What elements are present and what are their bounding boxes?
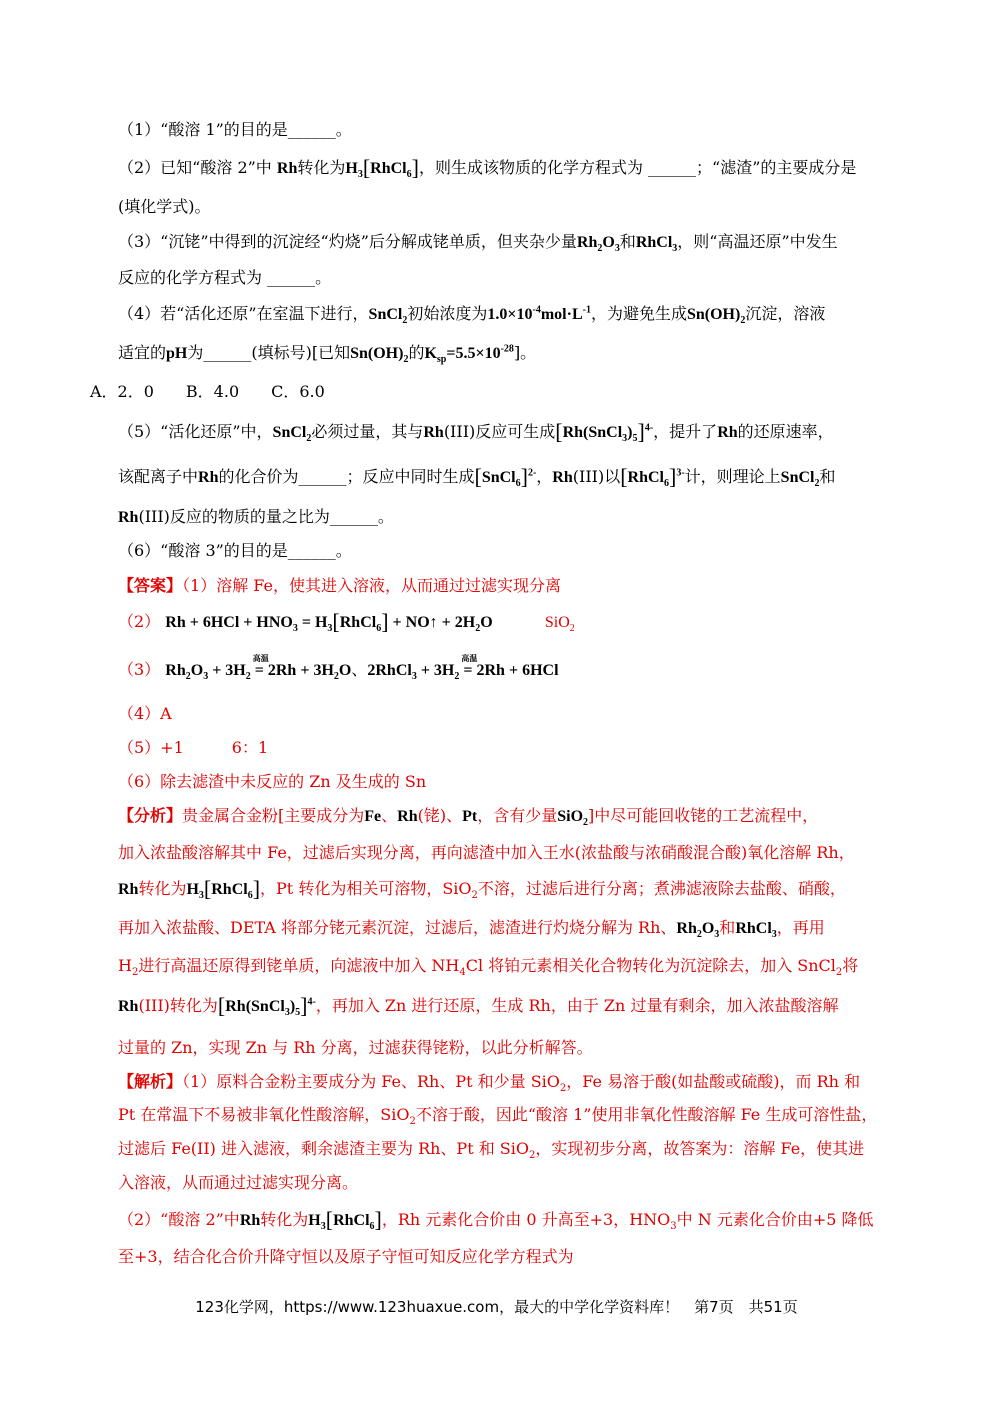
question-4-line-1: （4）若“活化还原”在室温下进行，SnCl$_2$初始浓度为$1.0\times 10^{-4}mol\cdot L^{-1}$，为避免生成$Sn(OH)_2$沉淀，溶液 (118, 304, 826, 327)
equation-3b: 2RhCl$_3$ + $3H_2$ 高温 = 2Rh + 6HCl (367, 654, 559, 683)
answer-options: A．2．0 B．4.0 C．6.0 (90, 382, 325, 401)
equation-3a: $Rh_2O_3 + 3H_2$ 高温 = $2Rh + 3H_2O$ (165, 654, 352, 683)
answer-2: （2） $Rh + 6HCl + HNO_3$ = $H_3[RhCl_6]$ + NO↑ + $2H_2O$ SiO$_2$ (118, 609, 575, 635)
explanation-tag: 【解析】 (118, 1072, 183, 1091)
answer-5: （5）+1 6：1 (118, 738, 269, 757)
question-2-line-1: （2）已知“酸溶 2”中 Rh转化为$H_3[RhCl_6]$，则生成该物质的化学方程式为 ______；“滤渣”的主要成分是 (118, 155, 857, 181)
answer-4: （4）A (118, 704, 172, 723)
analysis-line-3: Rh转化为$H_3[RhCl_6]$，Pt 转化为相关可溶物，SiO$_2$不溶，过滤后进行分离；煮沸滤液除去盐酸、硝酸， (118, 876, 846, 902)
analysis-line-2: 加入浓盐酸溶解其中 Fe，过滤后实现分离，再向滤渣中加入王水(浓盐酸与浓硝酸混合酸)氧化溶解 Rh， (118, 843, 855, 862)
page-footer: 123化学网，https://www.123huaxue.com，最大的中学化学资料库！ 第7页 共51页 (195, 1298, 798, 1316)
formula-h3rhcl6: $H_3[RhCl_6]$ (345, 155, 419, 181)
answer-1: 【答案】（1）溶解 Fe，使其进入溶液，从而通过过滤实现分离 (118, 576, 561, 595)
question-3-line-1: （3）“沉铑”中得到的沉淀经“灼烧”后分解成铑单质，但夹杂少量$Rh_2O_3$和RhCl$_3$，则“高温还原”中发生 (118, 232, 838, 255)
analysis-line-4: 再加入浓盐酸、DETA 将部分铑元素沉淀，过滤后，滤渣进行灼烧分解为 Rh、$Rh_2O_3$和RhCl$_3$，再用 (118, 918, 825, 941)
question-6: （6）“酸溶 3”的目的是______。 (118, 541, 352, 560)
analysis-line-1: 【分析】贵金属合金粉[主要成分为Fe、Rh(铑)、Pt，含有少量SiO$_2$]中尽可能回收铑的工艺流程中， (118, 806, 819, 829)
analysis-line-6: Rh(III)转化为$[Rh(SnCl_3)_5]^{4-}$，再加入 Zn 进行还原，生成 Rh，由于 Zn 过量有剩余，加入浓盐酸溶解 (118, 993, 839, 1019)
answer-tag: 【答案】 (118, 576, 183, 595)
explanation-line-2: Pt 在常温下不易被非氧化性酸溶解，SiO$_2$不溶于酸，因此“酸溶 1”使用非氧化性酸溶解 Fe 生成可溶性盐， (118, 1105, 878, 1128)
answer-6: （6）除去滤渣中未反应的 Zn 及生成的 Sn (118, 772, 427, 791)
explanation-line-6: 至+3，结合化合价升降守恒以及原子守恒可知反应化学方程式为 (118, 1247, 574, 1266)
formula-rh: Rh (276, 160, 298, 177)
question-2-line-2: (填化学式)。 (118, 197, 211, 216)
answer-3: （3） $Rh_2O_3 + 3H_2$ 高温 = $2Rh + 3H_2O$、2RhCl$_3$ + $3H_2$ 高温 = 2Rh + 6HCl (118, 654, 559, 683)
question-5-line-2: 该配离子中Rh的化合价为______；反应中同时生成[SnCl$_6$]$^{2-}$，Rh(III)以[RhCl$_6$]$^{3-}$计，则理论上SnCl$_2$和 (118, 464, 836, 490)
analysis-tag: 【分析】 (118, 806, 183, 825)
explanation-line-4: 入溶液，从而通过过滤实现分离。 (118, 1173, 359, 1192)
explanation-line-1: 【解析】（1）原料合金粉主要成分为 Fe、Rh、Pt 和少量 SiO$_2$，Fe 易溶于酸(如盐酸或硫酸)，而 Rh 和 (118, 1072, 861, 1095)
analysis-line-7: 过量的 Zn，实现 Zn 与 Rh 分离，过滤获得铑粉，以此分析解答。 (118, 1038, 593, 1057)
question-3-line-2: 反应的化学方程式为 ______。 (118, 268, 332, 287)
explanation-line-3: 过滤后 Fe(II) 进入滤液，剩余滤渣主要为 Rh、Pt 和 SiO$_2$，实现初步分离，故答案为：溶解 Fe，使其进 (118, 1139, 865, 1162)
question-5-line-3: Rh(III)反应的物质的量之比为______。 (118, 507, 394, 526)
question-4-line-2: 适宜的pH为______(填标号)[已知$Sn(OH)_2$的$K_{sp}=5.5\times 10^{-28}$]。 (118, 343, 537, 366)
analysis-line-5: $H_2$进行高温还原得到铑单质，向滤液中加入 $NH_4Cl$ 将铂元素相关化合物转化为沉淀除去，加入 SnCl$_2$将 (118, 956, 859, 979)
question-5-line-1: （5）“活化还原”中，SnCl$_2$必须过量，其与Rh(III)反应可生成$[Rh(SnCl_3)_5]^{4-}$，提升了Rh的还原速率， (118, 419, 834, 445)
explanation-line-5: （2）“酸溶 2”中Rh转化为$H_3[RhCl_6]$，Rh 元素化合价由 0 升高至+3，$HNO_3$中 N 元素化合价由+5 降低 (118, 1207, 874, 1233)
equation-2: $Rh + 6HCl + HNO_3$ = $H_3[RhCl_6]$ + NO↑ + $2H_2O$ (165, 609, 493, 635)
question-1: （1）“酸溶 1”的目的是______。 (118, 120, 352, 139)
